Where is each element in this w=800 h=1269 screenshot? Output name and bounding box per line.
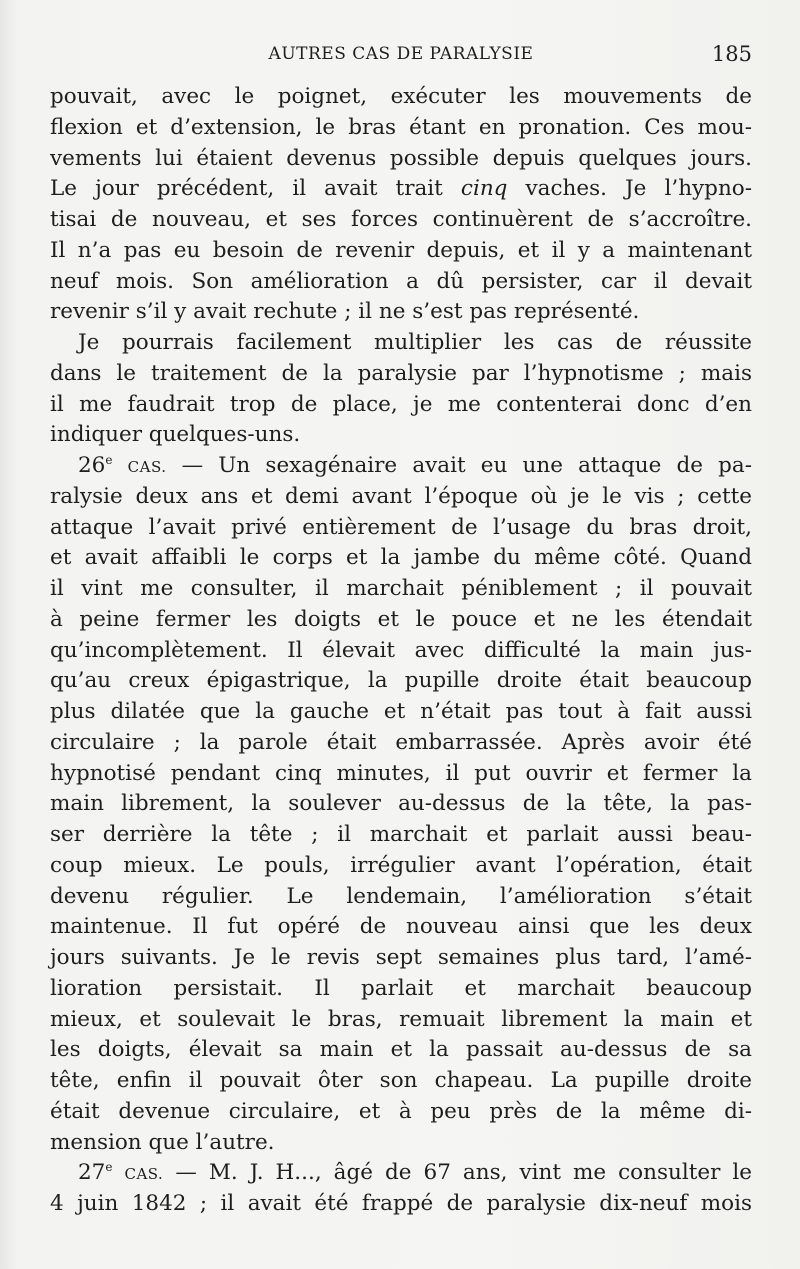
text-line bbox=[50, 1035, 752, 1066]
text-line bbox=[50, 697, 752, 728]
text-line bbox=[50, 359, 752, 390]
page-header bbox=[50, 44, 752, 74]
text-line bbox=[50, 974, 752, 1005]
line-text: et avait affaibli le corps et la jambe du même côté. Quand bbox=[50, 545, 752, 571]
page-number: 185 bbox=[711, 42, 752, 66]
text-line bbox=[50, 1066, 752, 1097]
line-text: mension que l’autre. bbox=[50, 1129, 275, 1155]
line-text: neuf mois. Son amélioration a dû persister, car il devait bbox=[50, 268, 752, 294]
line-text: devenu régulier. Le lendemain, l’amélioration s’était bbox=[50, 883, 752, 909]
case-ordinal-suffix: e bbox=[105, 1160, 113, 1175]
line-text: mieux, et soulevait le bras, remuait librement la main et bbox=[50, 1006, 752, 1032]
text-line bbox=[50, 513, 752, 544]
text-line bbox=[50, 789, 752, 820]
line-text: dans le traitement de la paralysie par l’hypnotisme ; mais bbox=[50, 360, 752, 386]
text-line bbox=[50, 1128, 752, 1159]
line-text: Le jour précédent, il avait trait bbox=[50, 176, 461, 202]
case-ordinal-suffix: e bbox=[105, 452, 113, 467]
line-text: était devenue circulaire, et à peu près de la même di- bbox=[50, 1098, 752, 1124]
line-text: il vint me consulter, il marchait péniblement ; il pouvait bbox=[50, 576, 752, 601]
text-line bbox=[50, 328, 752, 359]
text-line bbox=[50, 636, 752, 667]
text-line bbox=[50, 113, 752, 144]
line-text: il me faudrait trop de place, je me contenterai donc d’en bbox=[50, 391, 752, 417]
line-text: main librement, la soulever au-dessus de la tête, la pas- bbox=[50, 791, 752, 817]
line-text: flexion et d’extension, le bras étant en pronation. Ces mou- bbox=[50, 114, 752, 140]
line-text: — Un sexagénaire avait eu une attaque de pa- bbox=[166, 453, 752, 478]
text-line bbox=[50, 1005, 752, 1036]
line-text: vements lui étaient devenus possible depuis quelques jours. bbox=[50, 145, 752, 171]
line-text: qu’incomplètement. Il élevait avec difficulté la main jus- bbox=[50, 637, 752, 663]
line-text: hypnotisé pendant cinq minutes, il put ouvrir et fermer la bbox=[50, 760, 752, 786]
text-line bbox=[50, 851, 752, 882]
line-text: indiquer quelques-uns. bbox=[50, 422, 301, 448]
text-line bbox=[50, 882, 752, 913]
body-text bbox=[50, 82, 752, 1220]
italic-word: cinq bbox=[460, 176, 508, 202]
text-line bbox=[50, 912, 752, 943]
case-label: CAS. bbox=[127, 458, 167, 476]
text-line bbox=[50, 543, 752, 574]
case-label: CAS. bbox=[124, 1165, 164, 1184]
text-line bbox=[50, 482, 752, 513]
text-line bbox=[50, 666, 752, 697]
line-text: ser derrière la tête ; il marchait et parlait aussi beau- bbox=[50, 822, 752, 847]
line-text: les doigts, élevait sa main et la passait au-dessus de sa bbox=[50, 1037, 752, 1063]
line-text: maintenue. Il fut opéré de nouveau ainsi que les deux bbox=[50, 914, 752, 940]
line-text: Je pourrais facilement multiplier les cas de réussite bbox=[78, 330, 752, 355]
running-title: AUTRES CAS DE PARALYSIE bbox=[268, 44, 534, 64]
text-line bbox=[50, 390, 752, 421]
line-text: à peine fermer les doigts et le pouce et ne les étendait bbox=[50, 606, 752, 632]
text-line bbox=[50, 420, 752, 451]
case-number: 27 bbox=[78, 1160, 106, 1186]
line-text: lioration persistait. Il parlait et marchait beaucoup bbox=[50, 975, 752, 1001]
text-line bbox=[50, 174, 752, 205]
line-text: vaches. Je l’hypno- bbox=[507, 176, 753, 202]
text-line bbox=[50, 1097, 752, 1128]
text-line bbox=[50, 1158, 752, 1189]
line-text: — M. J. H..., âgé de 67 ans, vint me consulter le bbox=[163, 1160, 752, 1186]
text-line bbox=[50, 728, 752, 759]
line-text: pouvait, avec le poignet, exécuter les mouvements de bbox=[50, 84, 752, 109]
line-text: tête, enfin il pouvait ôter son chapeau. La pupille droite bbox=[50, 1068, 752, 1093]
case-number: 26 bbox=[78, 453, 106, 478]
line-text: tisai de nouveau, et ses forces continuèrent de s’accroître. bbox=[50, 207, 752, 232]
text-line bbox=[50, 82, 752, 113]
line-text: 4 juin 1842 ; il avait été frappé de paralysie dix-neuf mois bbox=[50, 1191, 752, 1216]
line-text: qu’au creux épigastrique, la pupille droite était beaucoup bbox=[50, 668, 752, 694]
line-text: jours suivants. Je le revis sept semaines plus tard, l’amé- bbox=[50, 945, 752, 970]
line-text: plus dilatée que la gauche et n’était pas tout à fait aussi bbox=[50, 699, 752, 724]
line-text: attaque l’avait privé entièrement de l’usage du bras droit, bbox=[50, 514, 752, 540]
text-line bbox=[50, 759, 752, 790]
line-text: Il n’a pas eu besoin de revenir depuis, et il y a maintenant bbox=[50, 237, 752, 263]
text-line bbox=[50, 236, 752, 267]
text-line bbox=[50, 1189, 752, 1220]
line-text: ralysie deux ans et demi avant l’époque où je le vis ; cette bbox=[50, 483, 752, 509]
text-line bbox=[50, 820, 752, 851]
text-line bbox=[50, 267, 752, 298]
text-line bbox=[50, 605, 752, 636]
text-line bbox=[50, 297, 752, 328]
line-text: circulaire ; la parole était embarrassée. Après avoir été bbox=[50, 729, 752, 755]
text-line bbox=[50, 144, 752, 175]
line-text: coup mieux. Le pouls, irrégulier avant l’opération, était bbox=[50, 852, 752, 878]
line-text: revenir s’il y avait rechute ; il ne s’est pas représenté. bbox=[50, 299, 640, 325]
text-line bbox=[50, 943, 752, 974]
text-line bbox=[50, 574, 752, 605]
text-line bbox=[50, 451, 752, 482]
text-line bbox=[50, 205, 752, 236]
